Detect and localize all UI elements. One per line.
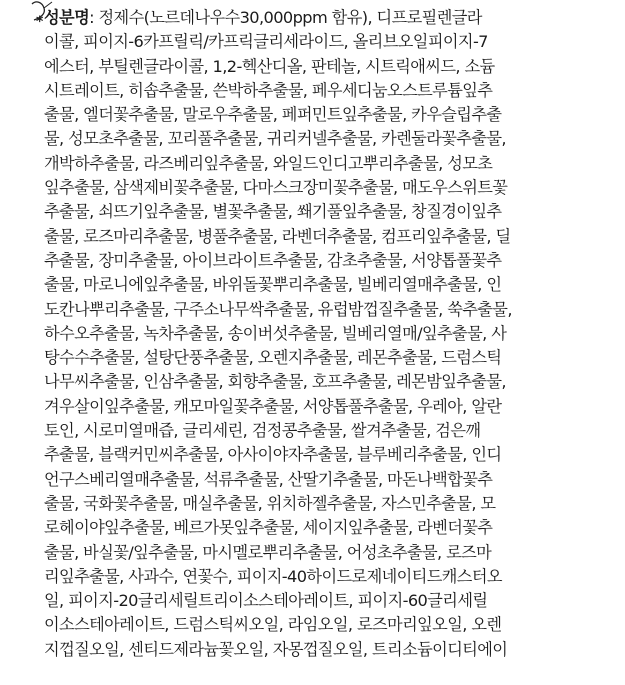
ingredient-line: 추출물, 쇠뜨기잎추출물, 별꽃추출물, 쐐기풀잎추출물, 창질경이잎추 (44, 202, 502, 222)
ingredient-line: 출물, 국화꽃추출물, 매실추출물, 위치하젤추출물, 자스민추출물, 모 (44, 493, 496, 513)
ingredient-line: 도칸나뿌리추출물, 구주소나무싹추출물, 유럽밤껍질추출물, 쑥추출물, (44, 299, 512, 319)
ingredient-line: 개박하추출물, 라즈베리잎추출물, 와일드인디고뿌리추출물, 성모초 (44, 153, 493, 173)
asterisk-marker: * (36, 14, 43, 30)
ingredient-line: 리잎추출물, 사과수, 연꽃수, 피이지-40하이드로제네이티드캐스터오 (44, 566, 502, 586)
ingredient-line: 하수오추출물, 녹차추출물, 송이버섯추출물, 빌베리열매/잎추출물, 사 (44, 323, 507, 343)
ingredient-line: 언구스베리열매추출물, 석류추출물, 산딸기추출물, 마돈나백합꽃추 (44, 469, 493, 489)
ingredient-line: 추출물, 장미추출물, 아이브라이트추출물, 감초추출물, 서양톱풀꽃추 (44, 250, 502, 270)
ingredient-line: 지껍질오일, 센티드제라늄꽃오일, 자몽껍질오일, 트리소듐이디티에이 (44, 639, 508, 659)
ingredient-line: 이소스테아레이트, 드럼스틱씨오일, 라임오일, 로즈마리잎오일, 오렌 (44, 615, 502, 635)
ingredient-line: 출물, 엘더꽃추출물, 말로우추출물, 페퍼민트잎추출물, 카우슬립추출 (44, 105, 502, 125)
ingredient-line: 시트레이트, 히솝추출물, 쓴박하추출물, 페우세디눔오스트루튬잎추 (44, 80, 493, 100)
ingredient-line: 토인, 시로미열매즙, 글리세린, 검정콩추출물, 쌀겨추출물, 검은깨 (44, 421, 481, 441)
ingredient-line: 이콜, 피이지-6카프릴릭/카프릭글리세라이드, 올리브오일피이지-7 (44, 32, 488, 52)
ingredient-line: 출물, 바실꽃/잎추출물, 마시멜로뿌리추출물, 어성초추출물, 로즈마 (44, 542, 492, 562)
ingredient-heading-line (36, 6, 616, 30)
ingredient-line: 겨우살이잎추출물, 캐모마일꽃추출물, 서양톱풀추출물, 우레아, 알란 (44, 396, 502, 416)
ingredient-line: 일, 피이지-20글리세릴트리이소스테아레이트, 피이지-60글리세릴 (44, 591, 488, 611)
ingredient-line: 나무씨추출물, 인삼추출물, 회향추출물, 호프추출물, 레몬밤잎추출물, (44, 372, 506, 392)
ingredient-line: 출물, 로즈마리추출물, 병풀추출물, 라벤더추출물, 컴프리잎추출물, 딜 (44, 226, 511, 246)
ingredient-first-line-text: : 정제수(노르데나우수30,000ppm 함유), 디프로필렌글라 (89, 8, 482, 27)
ingredient-line: 로헤이야잎추출물, 베르가못잎추출물, 세이지잎추출물, 라벤더꽃추 (44, 518, 493, 538)
ingredient-heading-label: 성분명 (44, 8, 90, 27)
ingredient-line: 탕수수추출물, 설탕단풍추출물, 오렌지추출물, 레몬추출물, 드럼스틱 (44, 348, 502, 368)
ingredient-line: 출물, 마로니에잎추출물, 바위돌꽃뿌리추출물, 빌베리열매추출물, 인 (44, 275, 502, 295)
ingredient-line: 에스터, 부틸렌글라이콜, 1,2-헥산디올, 판테놀, 시트릭애씨드, 소듐 (44, 56, 495, 76)
ingredient-line: 추출물, 블랙커민씨추출물, 아사이야자추출물, 블루베리추출물, 인디 (44, 445, 502, 465)
ingredient-list (36, 6, 616, 662)
ingredient-line: 잎추출물, 삼색제비꽃추출물, 다마스크장미꽃추출물, 매도우스위트꽃 (44, 178, 508, 198)
ingredient-line: 물, 성모초추출물, 꼬리풀추출물, 귀리커넬추출물, 카렌둘라꽃추출물, (44, 129, 506, 149)
